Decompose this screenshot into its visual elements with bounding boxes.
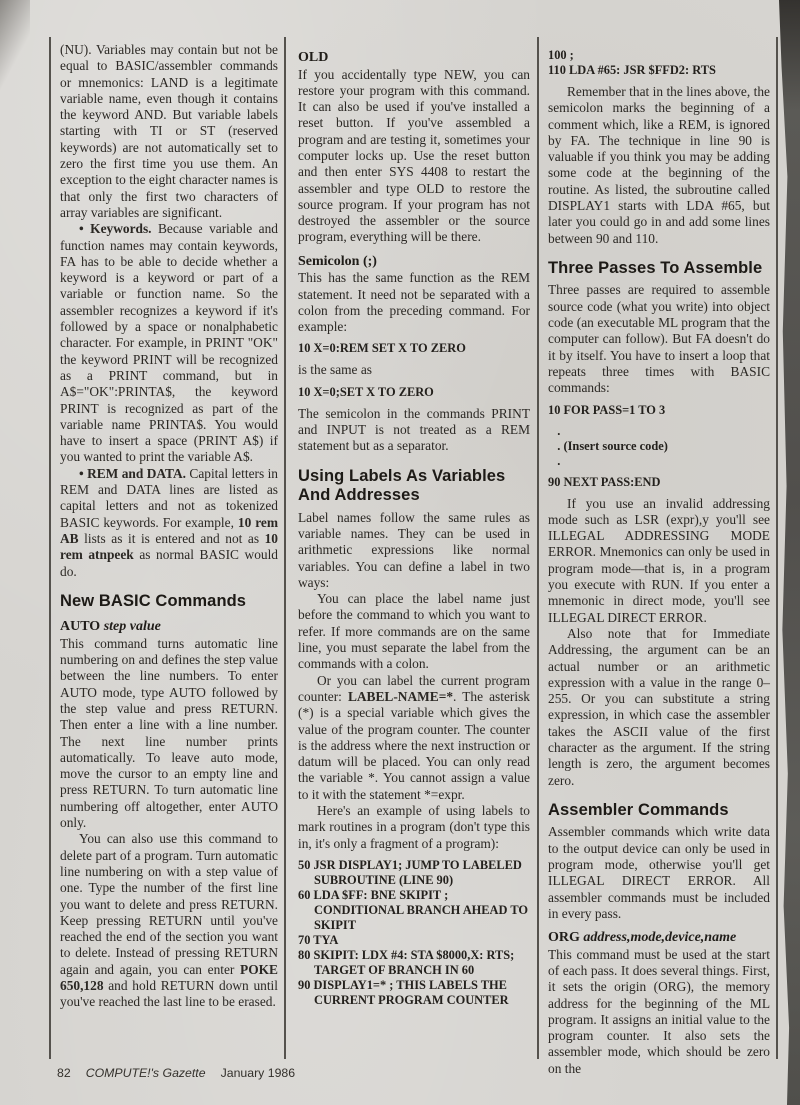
magazine-title: COMPUTE!'s Gazette (85, 1066, 206, 1080)
sub-heading (548, 930, 770, 947)
left-column (49, 37, 284, 1059)
scan-corner-shadow (0, 0, 30, 110)
code-block (548, 424, 770, 469)
text-run: lists as it is entered and not as (78, 530, 265, 546)
code-line: 10 X=0;SET X TO ZERO (298, 384, 434, 399)
code-line: 70 TYA (298, 932, 339, 947)
code-line: 50 JSR DISPLAY1; JUMP TO LABELED SUBROUTINE (LINE 90) (298, 857, 522, 887)
issue-date: January 1986 (220, 1066, 296, 1080)
code-block (548, 475, 770, 490)
text-run: • Keywords. (79, 221, 152, 237)
paragraph: (NU). Variables may contain but not be equal to BASIC/assembler commands or mnemonics: LAND is a legitimate variable name, even though it contains the keyword AND. But variable labels starting with TI or ST (reserved keywords) are not automatically set to zero the first time you use them. An exception to the eight character names is that only the first two characters of array variables are significant. (60, 42, 278, 220)
text-run: LABEL-NAME=* (347, 688, 454, 704)
paragraph: is the same as (298, 362, 373, 378)
code-block (298, 858, 530, 1008)
paragraph: Remember that in the lines above, the semicolon marks the beginning of a comment which, like a REM, is ignored by FA. The technique in line 90 is valuable if you think you may be adding some code at the beginning of the routine. As listed, the subroutine called DISPLAY1 starts with LDA #65, but later you could go in and add some lines between 90 and 110. (548, 84, 770, 246)
paragraph (298, 673, 530, 803)
paragraph: Also note that for Immediate Addressing, the argument can be an actual number or an arithmetic expression with a value in the range 0–255. Or you can substitute a string expression, in which case the assembler takes the ASCII value of the first character as the argument. If the string length is zero, the argument becomes zero. (548, 625, 770, 788)
section-heading: New BASIC Commands (60, 591, 247, 610)
page-number: 82 (57, 1066, 71, 1080)
middle-column (284, 37, 537, 1059)
text-run: • REM and DATA. (79, 465, 186, 481)
code-line: 90 DISPLAY1=* ; THIS LABELS THE CURRENT PROGRAM COUNTER (298, 977, 509, 1007)
sub-heading (60, 619, 278, 636)
paragraph: This has the same function as the REM statement. It need not be separated with a colon from the preceding command. For example: (298, 270, 530, 335)
right-column (537, 37, 776, 1076)
text-run: address,mode,device,name (583, 930, 737, 946)
code-line: 80 SKIPIT: LDX #4: STA $8000,X: RTS; TARGET OF BRANCH IN 60 (298, 947, 515, 977)
code-line: 60 LDA $FF: BNE SKIPIT ; CONDITIONAL BRANCH AHEAD TO SKIPIT (298, 887, 529, 932)
code-block (298, 341, 530, 356)
text-run: Because variable and function names may contain keywords, FA has to be able to decide whether a keyword is a keyword or part of a variable or function name. So the assembler recognizes a keyword if it's followed by a space or nonalphabetic character. For example, in PRINT "OK" the keyword PRINT will be recognized as a PRINT command, but in A$="OK":PRINTA$, the keyword PRINT is recognized as part of the variable name PRINTA$. You would have to insert a space (PRINT A$) if you wanted to print the variable A$. (60, 221, 279, 465)
code-line: 10 FOR PASS=1 TO 3 (548, 402, 666, 417)
section-heading: Assembler Commands (548, 800, 729, 819)
paragraph: Here's an example of using labels to mark routines in a program (don't type this in, it's only a fragment of a program): (298, 802, 530, 851)
text-run: . The asterisk (*) is a special variable which gives the value of the program counter. The counter is the address where the next instruction or datum will be placed. You can only read the variable *. You cannot assign a value to it with the statement *=expr. (298, 688, 530, 802)
paragraph: If you accidentally type NEW, you can restore your program with this command. It can also be used if you've installed a reset button. If you've assembled a program and are testing it, sometimes your computer locks up. Use the reset button and then enter SYS 4408 to restart the assembler and type OLD to restore the source program. If your program has not destroyed the assembler or the source program, everything will be there. (298, 66, 530, 245)
text-run: as normal BASIC would do. (60, 547, 279, 579)
page-edge-shadow (779, 0, 800, 1105)
text-run: step value (103, 619, 161, 635)
paragraph (60, 831, 278, 1010)
code-line: . (Insert source code) (548, 438, 668, 453)
text-run: POKE 650,128 (60, 961, 278, 994)
text-run: You can also use this command to delete part of a program. Turn automatic line numbering on with a step value of one. Type the number of the first line you want to delete and press RETURN. Keep pressing RETURN until you've reached the end of the section you want to delete. Instead of pressing RETURN again and again, you can enter (60, 831, 278, 977)
paragraph: Three passes are required to assemble source code (what you write) into object code (an executable ML program that the computer can follow). But FA doesn't do it by itself. You have to insert a loop that repeats three times with BASIC commands: (548, 282, 770, 396)
paragraph: This command turns automatic line numbering on and defines the step value between the line numbers. To enter AUTO mode, type AUTO followed by the step value and press RETURN. Then enter a line with a line number. The next line number prints automatically. To leave auto mode, move the cursor to an empty line and press RETURN. To turn automatic line numbering off altogether, enter AUTO only. (60, 635, 278, 831)
text-run: AUTO (60, 619, 104, 635)
section-heading: Three Passes To Assemble (548, 258, 763, 277)
text-run: 10 rem atnpeek (60, 530, 278, 563)
text-run: ORG (548, 930, 584, 946)
code-line: 10 X=0:REM SET X TO ZERO (298, 341, 466, 356)
code-line: . (548, 453, 561, 468)
code-line: 100 ; (548, 48, 574, 62)
text-run: Or you can label the current program counter: (298, 672, 530, 704)
paragraph: If you use an invalid addressing mode such as LSR (expr),y you'll see ILLEGAL ADDRESSING MODE ERROR. Mnemonics can only be used in program mode—that is, in a program you execute with RUN. If you enter a mnemonic in direct mode, you'll see ILLEGAL DIRECT ERROR. (548, 495, 770, 625)
code-block (548, 48, 770, 78)
text-run: and hold RETURN down until you've reached the last line to be erased. (60, 978, 278, 1010)
paragraph: This command must be used at the start of each pass. It does several things. First, it sets the origin (ORG), the memory address for the beginning of the ML program. It assigns an initial value to the program counter. It also sets the assembler mode, which should be zero on the (548, 946, 770, 1076)
sub-heading: OLD (298, 50, 329, 65)
paragraph (60, 221, 278, 465)
sub-heading: Semicolon (;) (298, 253, 377, 269)
paragraph: Assembler commands which write data to the output device can only be used in program mode, otherwise you'll get ILLEGAL DIRECT ERROR. All assembler commands must be included in every pass. (548, 824, 770, 921)
code-line: 110 LDA #65: JSR $FFD2: RTS (548, 63, 716, 77)
paragraph (60, 466, 278, 580)
text-run: 10 rem AB (60, 514, 278, 546)
code-line: 90 NEXT PASS:END (548, 474, 661, 489)
code-block (548, 403, 770, 418)
paragraph: You can place the label name just before the command to which you want to refer. If more commands are on the same line, you must separate the label from the commands with a colon. (298, 591, 530, 672)
page-footer (57, 1066, 295, 1080)
code-block (298, 385, 530, 400)
text-run: Capital letters in REM and DATA lines are listed as capital letters and not as tokenized BASIC keywords. For example, (60, 465, 278, 530)
section-heading: Using Labels As Variables And Addresses (298, 466, 506, 505)
paragraph: The semicolon in the commands PRINT and INPUT is not treated as a REM statement but as a separator. (298, 405, 530, 454)
paragraph: Label names follow the same rules as variable names. They can be used in arithmetic expressions like normal variables. You can define a label in two ways: (298, 509, 530, 590)
code-line: . (548, 423, 561, 438)
